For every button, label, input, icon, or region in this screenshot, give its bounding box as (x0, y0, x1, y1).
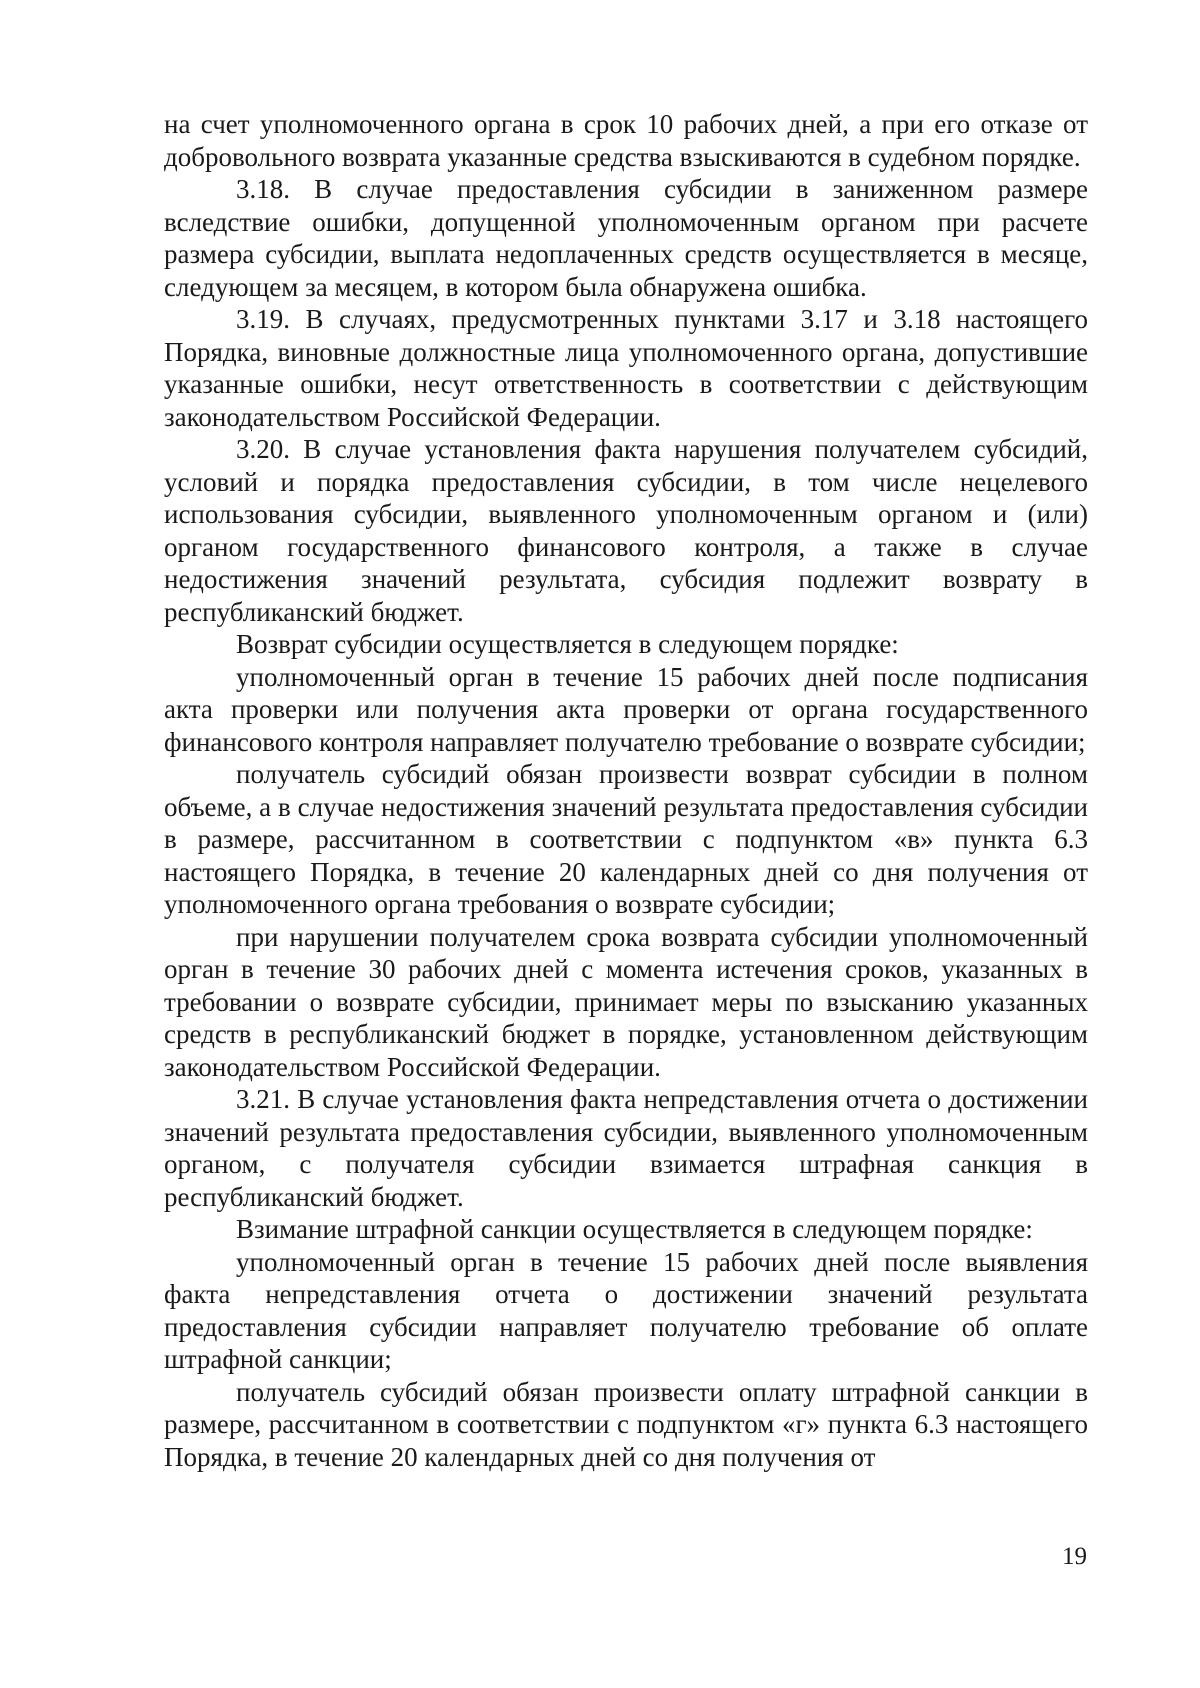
page-number: 19 (1062, 1543, 1087, 1570)
paragraph-penalty-step-2: получатель субсидий обязан произвести оплату штрафной санкции в размере, рассчитанном в соответствии с подпунктом «г» пункта 6.3 настоящего Порядка, в течение 20 календарных дней со дня получения от (164, 1376, 1088, 1472)
paragraph-3-21: 3.21. В случае установления факта непредставления отчета о достижении значений результата предоставления субсидии, выявленного уполномоченным органом, с получателя субсидии взимается штрафная санкция в республиканский бюджет. (164, 1084, 1088, 1212)
paragraph-continuation: на счет уполномоченного органа в срок 10 рабочих дней, а при его отказе от добровольного возврата указанные средства взыскиваются в судебном порядке. (164, 109, 1088, 172)
paragraph-refund-procedure: Возврат субсидии осуществляется в следующем порядке: (236, 629, 899, 659)
document-body (164, 108, 1088, 1473)
paragraph-3-18: 3.18. В случае предоставления субсидии в заниженном размере вследствие ошибки, допущенной уполномоченным органом при расчете размера субсидии, выплата недоплаченных средств осуществляется в месяце, следующем за месяцем, в котором была обнаружена ошибка. (164, 174, 1088, 302)
paragraph-refund-step-3: при нарушении получателем срока возврата субсидии уполномоченный орган в течение 30 рабочих дней с момента истечения сроков, указанных в требовании о возврате субсидии, принимает меры по взысканию указанных средств в республиканский бюджет в порядке, установленном действующим законодательством Российской Федерации. (164, 921, 1088, 1082)
paragraph-penalty-procedure: Взимание штрафной санкции осуществляется в следующем порядке: (236, 1214, 1033, 1244)
paragraph-refund-step-1: уполномоченный орган в течение 15 рабочих дней после подписания акта проверки или получения акта проверки от органа государственного финансового контроля направляет получателю требование о возврате субсидии; (164, 661, 1088, 757)
paragraph-penalty-step-1: уполномоченный орган в течение 15 рабочих дней после выявления факта непредставления отчета о достижении значений результата предоставления субсидии направляет получателю требование об оплате штрафной санкции; (164, 1246, 1088, 1374)
paragraph-3-20: 3.20. В случае установления факта нарушения получателем субсидий, условий и порядка предоставления субсидии, в том числе нецелевого использования субсидии, выявленного уполномоченным органом и (или) органом государственного финансового контроля, а также в случае недостижения значений результата, субсидия подлежит возврату в республиканский бюджет. (164, 434, 1088, 627)
paragraph-3-19: 3.19. В случаях, предусмотренных пунктами 3.17 и 3.18 настоящего Порядка, виновные должностные лица уполномоченного органа, допустившие указанные ошибки, несут ответственность в соответствии с действующим законодательством Российской Федерации. (164, 304, 1088, 432)
paragraph-refund-step-2: получатель субсидий обязан произвести возврат субсидии в полном объеме, а в случае недостижения значений результата предоставления субсидии в размере, рассчитанном в соответствии с подпунктом «в» пункта 6.3 настоящего Порядка, в течение 20 календарных дней со дня получения от уполномоченного органа требования о возврате субсидии; (164, 759, 1088, 919)
